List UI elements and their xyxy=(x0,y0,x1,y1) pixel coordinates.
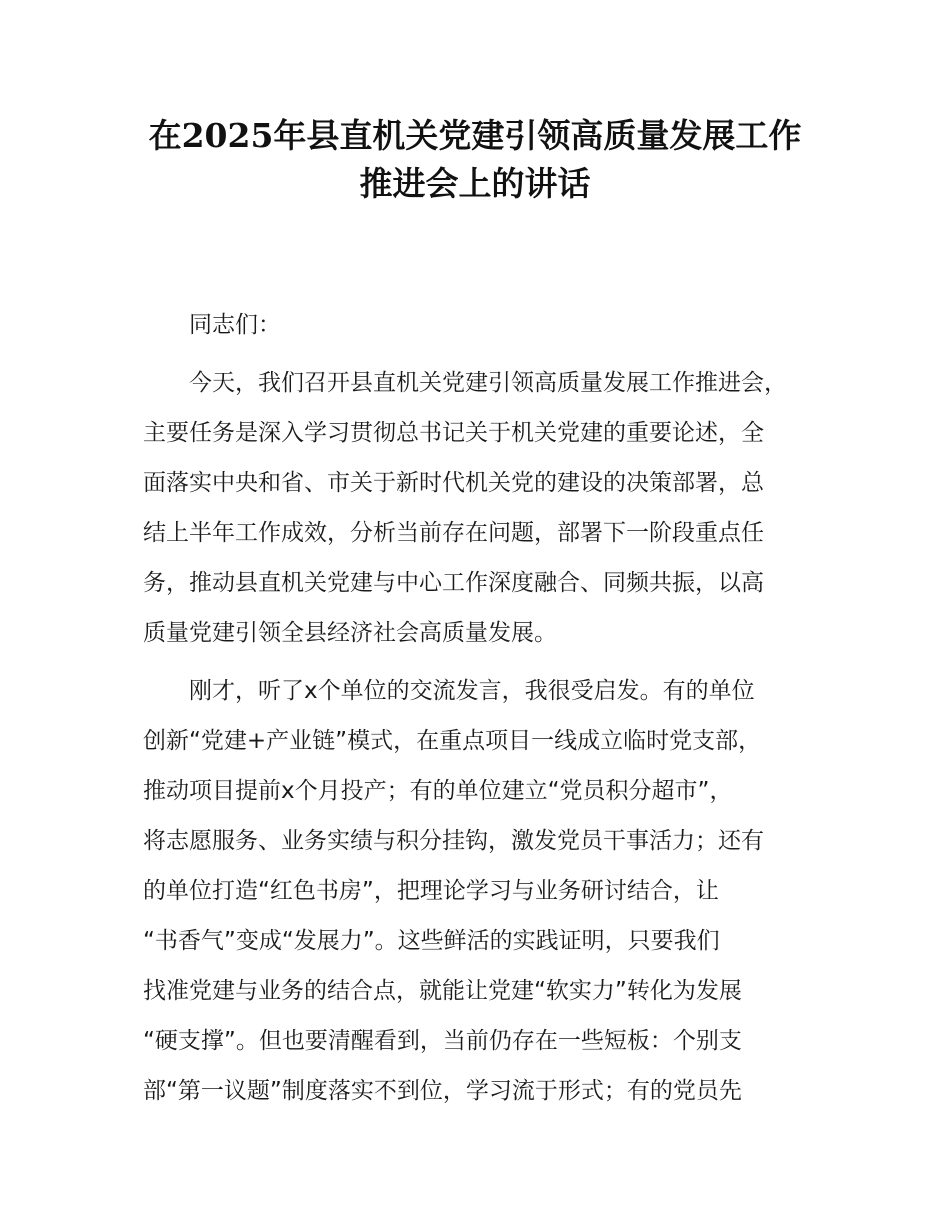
paragraph-line: 务，推动县直机关党建与中心工作深度融合、同频共振，以高 xyxy=(143,570,764,596)
paragraph-line: 将志愿服务、业务实绩与积分挂钩，激发党员干事活力；还有 xyxy=(143,828,764,854)
paragraph-line: 主要任务是深入学习贯彻总书记关于机关党建的重要论述，全 xyxy=(143,420,764,446)
paragraph-line: “硬支撑”。但也要清醒看到，当前仍存在一些短板：个别支 xyxy=(143,1028,742,1054)
greeting: 同志们： xyxy=(189,312,281,338)
paragraph-line: 找准党建与业务的结合点，就能让党建“软实力”转化为发展 xyxy=(143,978,742,1004)
paragraph-line: 面落实中央和省、市关于新时代机关党的建设的决策部署，总 xyxy=(143,470,764,496)
paragraph-line: 部“第一议题”制度落实不到位，学习流于形式；有的党员先 xyxy=(143,1078,742,1104)
document-body xyxy=(143,300,815,1124)
document-title xyxy=(120,112,830,208)
paragraph-line: 的单位打造“红色书房”，把理论学习与业务研讨结合，让 xyxy=(143,878,719,904)
paragraph-line: 结上半年工作成效，分析当前存在问题，部署下一阶段重点任 xyxy=(143,520,764,546)
title-line-1: 在2025年县直机关党建引领高质量发展工作 xyxy=(148,116,802,155)
paragraph-line: 今天，我们召开县直机关党建引领高质量发展工作推进会， xyxy=(189,370,787,396)
title-line-2: 推进会上的讲话 xyxy=(359,164,591,203)
paragraph-line: 质量党建引领全县经济社会高质量发展。 xyxy=(143,620,557,646)
paragraph-line: 推动项目提前x个月投产；有的单位建立“党员积分超市”， xyxy=(143,778,733,804)
paragraph-2 xyxy=(143,666,815,1116)
paragraph-line: “书香气”变成“发展力”。这些鲜活的实践证明，只要我们 xyxy=(143,928,720,954)
paragraph-1 xyxy=(143,358,815,658)
paragraph-line: 刚才，听了x个单位的交流发言，我很受启发。有的单位 xyxy=(189,678,755,704)
paragraph-line: 创新“党建+产业链”模式，在重点项目一线成立临时党支部， xyxy=(143,728,762,754)
